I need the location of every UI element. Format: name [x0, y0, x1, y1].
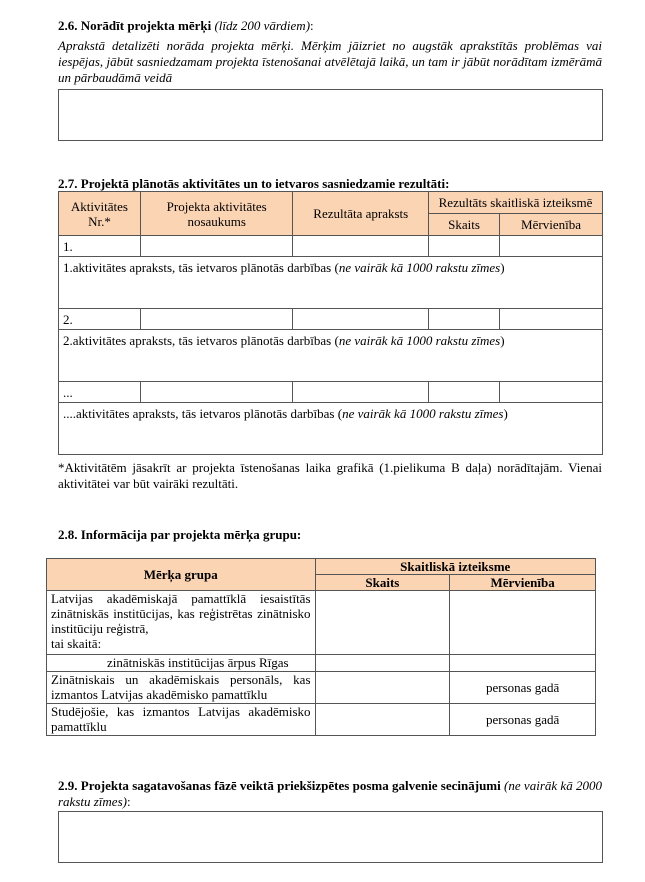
- result-count-input[interactable]: [429, 236, 500, 257]
- header-numeric-expression: Skaitliskā izteiksme: [315, 559, 595, 575]
- result-unit-input[interactable]: [500, 236, 603, 257]
- result-unit-input[interactable]: [500, 309, 603, 330]
- activity-nr: 2.: [59, 309, 141, 330]
- result-unit-input[interactable]: [500, 382, 603, 403]
- section-2-6-colon: :: [310, 18, 314, 33]
- header-activity-name: Projekta aktivitātes nosaukums: [140, 192, 293, 236]
- activity-name-input[interactable]: [140, 236, 293, 257]
- activities-table: [58, 191, 603, 455]
- activity-description-label: 2.aktivitātes apraksts, tās ietvaros plānotās darbības: [63, 333, 332, 348]
- target-group-label: Studējošie, kas izmantos Latvijas akadēmisko pamattīklu: [47, 704, 316, 736]
- header-unit: Mērvienība: [500, 214, 603, 236]
- feasibility-conclusions-input[interactable]: [58, 811, 603, 863]
- result-description-input[interactable]: [293, 382, 429, 403]
- target-group-label: zinātniskās institūcijas ārpus Rīgas: [47, 655, 316, 672]
- header-activity-nr: Aktivitātes Nr.*: [59, 192, 141, 236]
- header-target-group: Mērķa grupa: [47, 559, 316, 591]
- result-count-input[interactable]: [429, 382, 500, 403]
- section-2-6-heading: [58, 18, 602, 34]
- activity-row: [59, 382, 603, 403]
- section-2-9-title: 2.9. Projekta sagatavošanas fāzē veiktā priekšizpētes posma galvenie secinājumi: [58, 778, 501, 793]
- activity-nr: 1.: [59, 236, 141, 257]
- target-unit-value: personas gadā: [450, 704, 596, 736]
- activity-description-input[interactable]: ....aktivitātes apraksts, tās ietvaros plānotās darbības (ne vairāk kā 1000 rakstu zīmes): [59, 403, 603, 455]
- target-count-input[interactable]: [315, 655, 450, 672]
- header-unit: Mērvienība: [450, 575, 596, 591]
- activity-name-input[interactable]: [140, 382, 293, 403]
- activity-nr: ...: [59, 382, 141, 403]
- section-2-9-limit: (ne vairāk kā 2000 rakstu zīmes): [58, 778, 602, 809]
- section-2-6-instructions: Aprakstā detalizēti norāda projekta mērķi. Mērķim jāizriet no augstāk aprakstītās problēmas vai iespējas, jābūt sasniedzamam projekta īstenošanai atvēlētajā laikā, un tam ir jābūt norādītam izmērāmā un pārbaudāmā veidā: [58, 38, 602, 85]
- target-group-row: [47, 655, 596, 672]
- target-unit-input[interactable]: [450, 655, 596, 672]
- section-2-8-title: 2.8. Informācija par projekta mērķa grupu:: [58, 527, 302, 542]
- char-limit-note: ne vairāk kā 1000 rakstu zīmes: [342, 406, 504, 421]
- target-count-input[interactable]: [315, 591, 450, 655]
- target-unit-value: personas gadā: [450, 672, 596, 704]
- activity-row: [59, 236, 603, 257]
- activity-row: [59, 309, 603, 330]
- header-result-description: Rezultāta apraksts: [293, 192, 429, 236]
- result-description-input[interactable]: [293, 309, 429, 330]
- target-group-row: [47, 704, 596, 736]
- activity-name-input[interactable]: [140, 309, 293, 330]
- target-group-label: Zinātniskais un akadēmiskais personāls, kas izmantos Latvijas akadēmisko pamattīklu: [47, 672, 316, 704]
- target-count-input[interactable]: [315, 672, 450, 704]
- header-numeric-result: Rezultāts skaitliskā izteiksmē: [429, 192, 603, 214]
- section-2-9-heading: [58, 778, 602, 810]
- target-unit-input[interactable]: [450, 591, 596, 655]
- activity-description-label: 1.aktivitātes apraksts, tās ietvaros plānotās darbības: [63, 260, 332, 275]
- target-group-subtext: tai skaitā:: [51, 636, 102, 651]
- header-count: Skaits: [429, 214, 500, 236]
- target-group-table: [46, 558, 596, 736]
- section-2-7-title: 2.7. Projektā plānotās aktivitātes un to ietvaros sasniedzamie rezultāti:: [58, 176, 450, 191]
- target-group-row: [47, 591, 596, 655]
- result-count-input[interactable]: [429, 309, 500, 330]
- target-group-text: Latvijas akadēmiskajā pamattīklā iesaistītās zinātniskās institūcijas, kas reģistrētas zinātnisko institūciju reģistrā,: [51, 591, 311, 636]
- section-2-9-colon: :: [126, 794, 131, 809]
- target-count-input[interactable]: [315, 704, 450, 736]
- char-limit-note: ne vairāk kā 1000 rakstu zīmes: [338, 333, 501, 348]
- activity-description-input[interactable]: 2.aktivitātes apraksts, tās ietvaros plānotās darbības (ne vairāk kā 1000 rakstu zīmes): [59, 330, 603, 382]
- project-goal-input[interactable]: [58, 89, 603, 141]
- header-count: Skaits: [315, 575, 450, 591]
- activities-footnote: *Aktivitātēm jāsakrīt ar projekta īstenošanas laika grafikā (1.pielikuma B daļa) norādītajām. Vienai aktivitātei var būt vairāki rezultāti.: [58, 460, 602, 491]
- activity-description-label: ....aktivitātes apraksts, tās ietvaros plānotās darbības: [63, 406, 335, 421]
- target-group-row: [47, 672, 596, 704]
- result-description-input[interactable]: [293, 236, 429, 257]
- section-2-6-limit: (līdz 200 vārdiem): [214, 18, 311, 33]
- char-limit-note: ne vairāk kā 1000 rakstu zīmes: [338, 260, 501, 275]
- activity-description-input[interactable]: 1.aktivitātes apraksts, tās ietvaros plānotās darbības (ne vairāk kā 1000 rakstu zīmes): [59, 257, 603, 309]
- target-group-label: [47, 591, 316, 655]
- section-2-6-title: 2.6. Norādīt projekta mērķi: [58, 18, 212, 33]
